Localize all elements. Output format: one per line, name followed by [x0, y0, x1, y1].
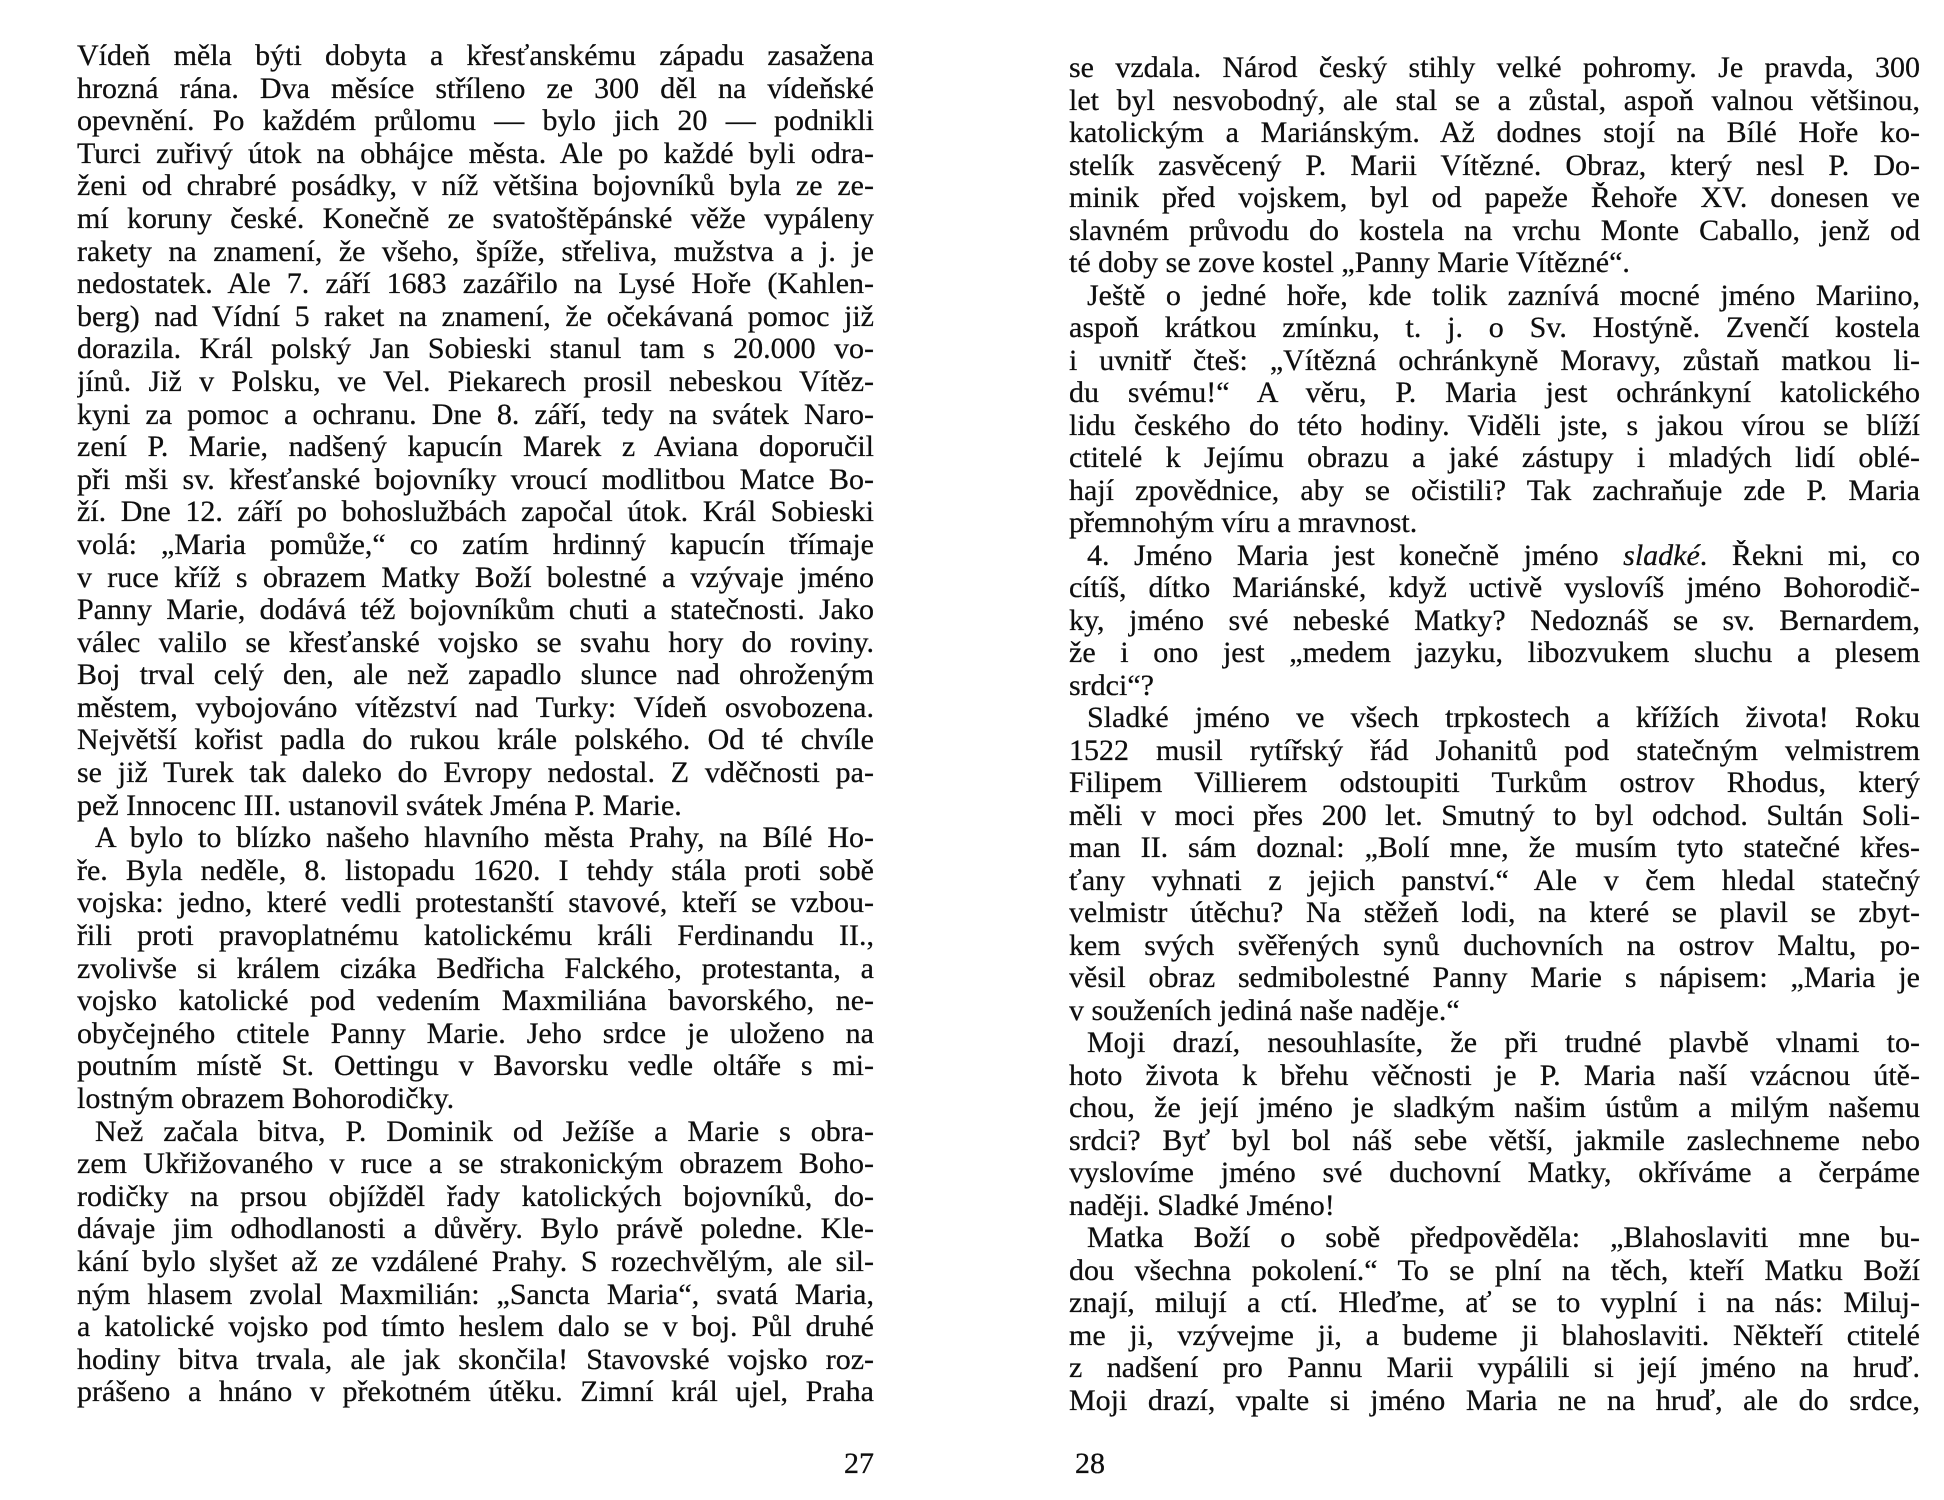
text-line: zem Ukřižovaného v ruce a se strakonickým obrazem Boho-: [77, 1148, 874, 1181]
text-span: 4. Jméno Maria jest konečně jméno: [1087, 539, 1624, 572]
text-line: ťany vyhnati z jejich panství.“ Ale v čem hledal statečný: [1069, 864, 1920, 897]
text-line: lidu českého do této hodiny. Viděli jste, s jakou vírou se blíží: [1069, 409, 1920, 442]
text-line: ží. Dne 12. září po bohoslužbách započal útok. Král Sobieski: [77, 496, 874, 529]
text-line: řili proti pravoplatnému katolickému králi Ferdinandu II.,: [77, 920, 874, 953]
text-line: slavném průvodu do kostela na vrchu Monte Caballo, jenž od: [1069, 214, 1920, 247]
paragraph: [1069, 540, 1920, 703]
text-line: dávaje jim odhodlanosti a důvěry. Bylo právě poledne. Kle-: [77, 1213, 874, 1246]
text-line: válec valilo se křesťanské vojsko se svahu hory do roviny.: [77, 626, 874, 659]
text-line: ženi od chrabré posádky, v níž většina bojovníků byla ze ze-: [77, 170, 874, 203]
text-line: ctitelé k Jejímu obrazu a jaké zástupy i mladých lidí oblé-: [1069, 442, 1920, 474]
text-line: chou, že její jméno je sladkým našim ústům a milým našemu: [1069, 1092, 1920, 1124]
text-line: znají, milují a ctí. Hleďme, ať se to vyplní i na nás: Miluj-: [1069, 1287, 1920, 1319]
text-line: Matka Boží o sobě předpověděla: „Blahoslaviti mne bu-: [1087, 1222, 1920, 1254]
paragraph: [1069, 280, 1920, 540]
text-line: hodiny bitva trvala, ale jak skončila! Stavovské vojsko roz-: [77, 1343, 874, 1376]
text-line: srdci? Byť byl bol náš sebe větší, jakmile zaslechneme nebo: [1069, 1124, 1920, 1157]
right-page-text: [1069, 52, 1920, 1417]
text-line: katolickým a Mariánským. Až dodnes stojí na Bílé Hoře ko-: [1069, 117, 1920, 149]
text-line: v ruce kříž s obrazem Matky Boží bolestné a vzývaje jméno: [77, 561, 874, 594]
text-line: dorazila. Král polský Jan Sobieski stanul tam s 20.000 vo-: [77, 333, 874, 366]
paragraph: [1069, 1222, 1920, 1417]
paragraph: [77, 1116, 874, 1409]
text-line: minik před vojskem, byl od papeže Řehoře XV. donesen ve: [1069, 182, 1920, 214]
text-line: městem, vybojováno vítězství nad Turky: Vídeň osvobozena.: [77, 691, 874, 724]
text-line: du svému!“ A věru, P. Maria jest ochránkyní katolického: [1069, 377, 1920, 409]
text-line: [1069, 540, 1920, 573]
text-line: nedostatek. Ale 7. září 1683 zazářilo na Lysé Hoře (Kahlen-: [77, 268, 874, 301]
text-line: berg) nad Vídní 5 raket na znamení, že očekávaná pomoc již: [77, 300, 874, 333]
text-line: při mši sv. křesťanské bojovníky vroucí modlitbou Matce Bo-: [77, 463, 874, 496]
text-line: aspoň krátkou zmínku, t. j. o Sv. Hostýně. Zvenčí kostela: [1069, 312, 1920, 344]
text-line: že i ono jest „medem jazyku, libozvukem sluchu a plesem: [1069, 637, 1920, 669]
text-line: Turci zuřivý útok na obhájce města. Ale po každé byli odra-: [77, 137, 874, 170]
text-line: Moji drazí, vpalte si jméno Maria ne na hruď, ale do srdce,: [1069, 1384, 1920, 1417]
text-line: zení P. Marie, nadšený kapucín Marek z Aviana doporučil: [77, 431, 874, 464]
text-line: mí koruny české. Konečně ze svatoštěpánské věže vypáleny: [77, 202, 874, 235]
text-line: cítíš, dítko Mariánské, když uctivě vyslovíš jméno Bohorodič-: [1069, 572, 1920, 604]
text-line: hrozná rána. Dva měsíce stříleno ze 300 děl na vídeňské: [77, 72, 874, 105]
text-line: i uvnitř čteš: „Vítězná ochránkyně Moravy, zůstaň matkou li-: [1069, 344, 1920, 377]
text-line: prášeno a hnáno v překotném útěku. Zimní král ujel, Praha: [77, 1376, 874, 1409]
text-line: ky, jméno své nebeské Matky? Nedoznáš se sv. Bernardem,: [1069, 604, 1920, 637]
text-line: Moji drazí, nesouhlasíte, že při trudné plavbě vlnami to-: [1087, 1027, 1920, 1059]
text-line: man II. sám doznal: „Bolí mne, že musím tyto statečné křes-: [1069, 832, 1920, 864]
text-line: poutním místě St. Oettingu v Bavorsku vedle oltáře s mi-: [77, 1050, 874, 1083]
text-line: se vzdala. Národ český stihly velké pohromy. Je pravda, 300: [1069, 52, 1920, 84]
text-line: hají zpovědnice, aby se očistili? Tak zachraňuje zde P. Maria: [1069, 474, 1920, 507]
text-line: lostným obrazem Bohorodičky.: [77, 1083, 455, 1115]
text-line: opevnění. Po každém průlomu — bylo jich 20 — podnikli: [77, 105, 874, 138]
text-line: Panny Marie, dodává též bojovníkům chuti a statečnosti. Jako: [77, 594, 874, 627]
text-line: jínů. Již v Polsku, ve Vel. Piekarech prosil nebeskou Vítěz-: [77, 365, 874, 398]
text-line: obyčejného ctitele Panny Marie. Jeho srdce je uloženo na: [77, 1017, 874, 1050]
page-number: 27: [844, 1447, 874, 1480]
paragraph: [1069, 1027, 1920, 1222]
text-line: vojsko katolické pod vedením Maxmiliána bavorského, ne-: [77, 985, 874, 1018]
text-line: vyslovíme jméno své duchovní Matky, okříváme a čerpáme: [1069, 1157, 1920, 1189]
paragraph: [77, 40, 874, 822]
text-line: let byl nesvobodný, ale stal se a zůstal, aspoň valnou většinou,: [1069, 84, 1920, 117]
text-line: velmistr útěchu? Na stěžeň lodi, na které se plavil se zbyt-: [1069, 897, 1920, 929]
text-line: v souženích jediná naše naděje.“: [1069, 994, 1460, 1027]
text-line: Největší kořist padla do rukou krále polského. Od té chvíle: [77, 724, 874, 757]
text-line: věsil obraz sedmibolestné Panny Marie s nápisem: „Maria je: [1069, 962, 1920, 994]
left-page-text: [77, 40, 874, 1409]
text-line: té doby se zove kostel „Panny Marie Vítězné“.: [1069, 247, 1630, 279]
text-line: naději. Sladké Jméno!: [1069, 1189, 1335, 1222]
text-line: me ji, vzývejme ji, a budeme ji blahoslaviti. Někteří ctitelé: [1069, 1319, 1920, 1352]
right-page: [1069, 0, 1920, 1500]
text-line: A bylo to blízko našeho hlavního města Prahy, na Bílé Ho-: [95, 822, 874, 855]
text-line: a katolické vojsko pod tímto heslem dalo se v boj. Půl druhé: [77, 1311, 874, 1344]
text-line: dou všechna pokolení.“ To se plní na těch, kteří Matku Boží: [1069, 1254, 1920, 1287]
text-line: kem svých svěřených synů duchovních na ostrov Maltu, po-: [1069, 929, 1920, 962]
text-line: rodičky na prsou objížděl řady katolických bojovníků, do-: [77, 1180, 874, 1213]
text-line: zvolivše si králem cizáka Bedřicha Falckého, protestanta, a: [77, 952, 874, 985]
text-line: volá: „Maria pomůže,“ co zatím hrdinný kapucín třímaje: [77, 528, 874, 561]
text-line: Než začala bitva, P. Dominik od Ježíše a Marie s obra-: [95, 1115, 874, 1148]
text-line: vojska: jedno, které vedli protestanští stavové, kteří se vzbou-: [77, 887, 874, 920]
paragraph: [77, 822, 874, 1115]
text-line: ným hlasem zvolal Maxmilián: „Sancta Maria“, svatá Maria,: [77, 1278, 874, 1311]
page-number: 28: [1075, 1447, 1105, 1480]
text-line: Vídeň měla býti dobyta a křesťanskému západu zasažena: [77, 40, 874, 72]
text-line: měli v moci přes 200 let. Smutný to byl odchod. Sultán Soli-: [1069, 799, 1920, 832]
text-line: z nadšení pro Pannu Marii vypálili si její jméno na hruď.: [1069, 1352, 1920, 1384]
paragraph: [1069, 52, 1920, 280]
left-page: [77, 0, 874, 1500]
text-line: se již Turek tak daleko do Evropy nedostal. Z vděčnosti pa-: [77, 757, 874, 790]
italic-word: sladké: [1623, 539, 1700, 572]
text-line: rakety na znamení, že všeho, špíže, střeliva, mužstva a j. je: [77, 235, 874, 268]
text-line: kyni za pomoc a ochranu. Dne 8. září, tedy na svátek Naro-: [77, 398, 874, 431]
text-line: ře. Byla neděle, 8. listopadu 1620. I tehdy stála proti sobě: [77, 854, 874, 887]
text-line: stelík zasvěcený P. Marii Vítězné. Obraz, který nesl P. Do-: [1069, 149, 1920, 182]
text-line: Ještě o jedné hoře, kde tolik zaznívá mocné jméno Mariino,: [1087, 279, 1920, 312]
text-line: kání bylo slyšet až ze vzdálené Prahy. S rozechvělým, ale sil-: [77, 1245, 874, 1278]
text-line: Boj trval celý den, ale než zapadlo slunce nad ohroženým: [77, 659, 874, 692]
text-line: pež Innocenc III. ustanovil svátek Jména P. Marie.: [77, 789, 682, 822]
text-span: . Řekni mi, co: [1699, 539, 1920, 572]
text-line: Filipem Villierem odstoupiti Turkům ostrov Rhodus, který: [1069, 767, 1920, 799]
text-line: 1522 musil rytířský řád Johanitů pod statečným velmistrem: [1069, 734, 1920, 767]
text-line: hoto života k břehu věčnosti je P. Maria naší vzácnou útě-: [1069, 1059, 1920, 1092]
text-line: Sladké jméno ve všech trpkostech a křížích života! Roku: [1087, 702, 1920, 734]
text-line: srdci“?: [1069, 669, 1154, 702]
paragraph: [1069, 702, 1920, 1027]
text-line: přemnohým víru a mravnost.: [1069, 507, 1418, 539]
